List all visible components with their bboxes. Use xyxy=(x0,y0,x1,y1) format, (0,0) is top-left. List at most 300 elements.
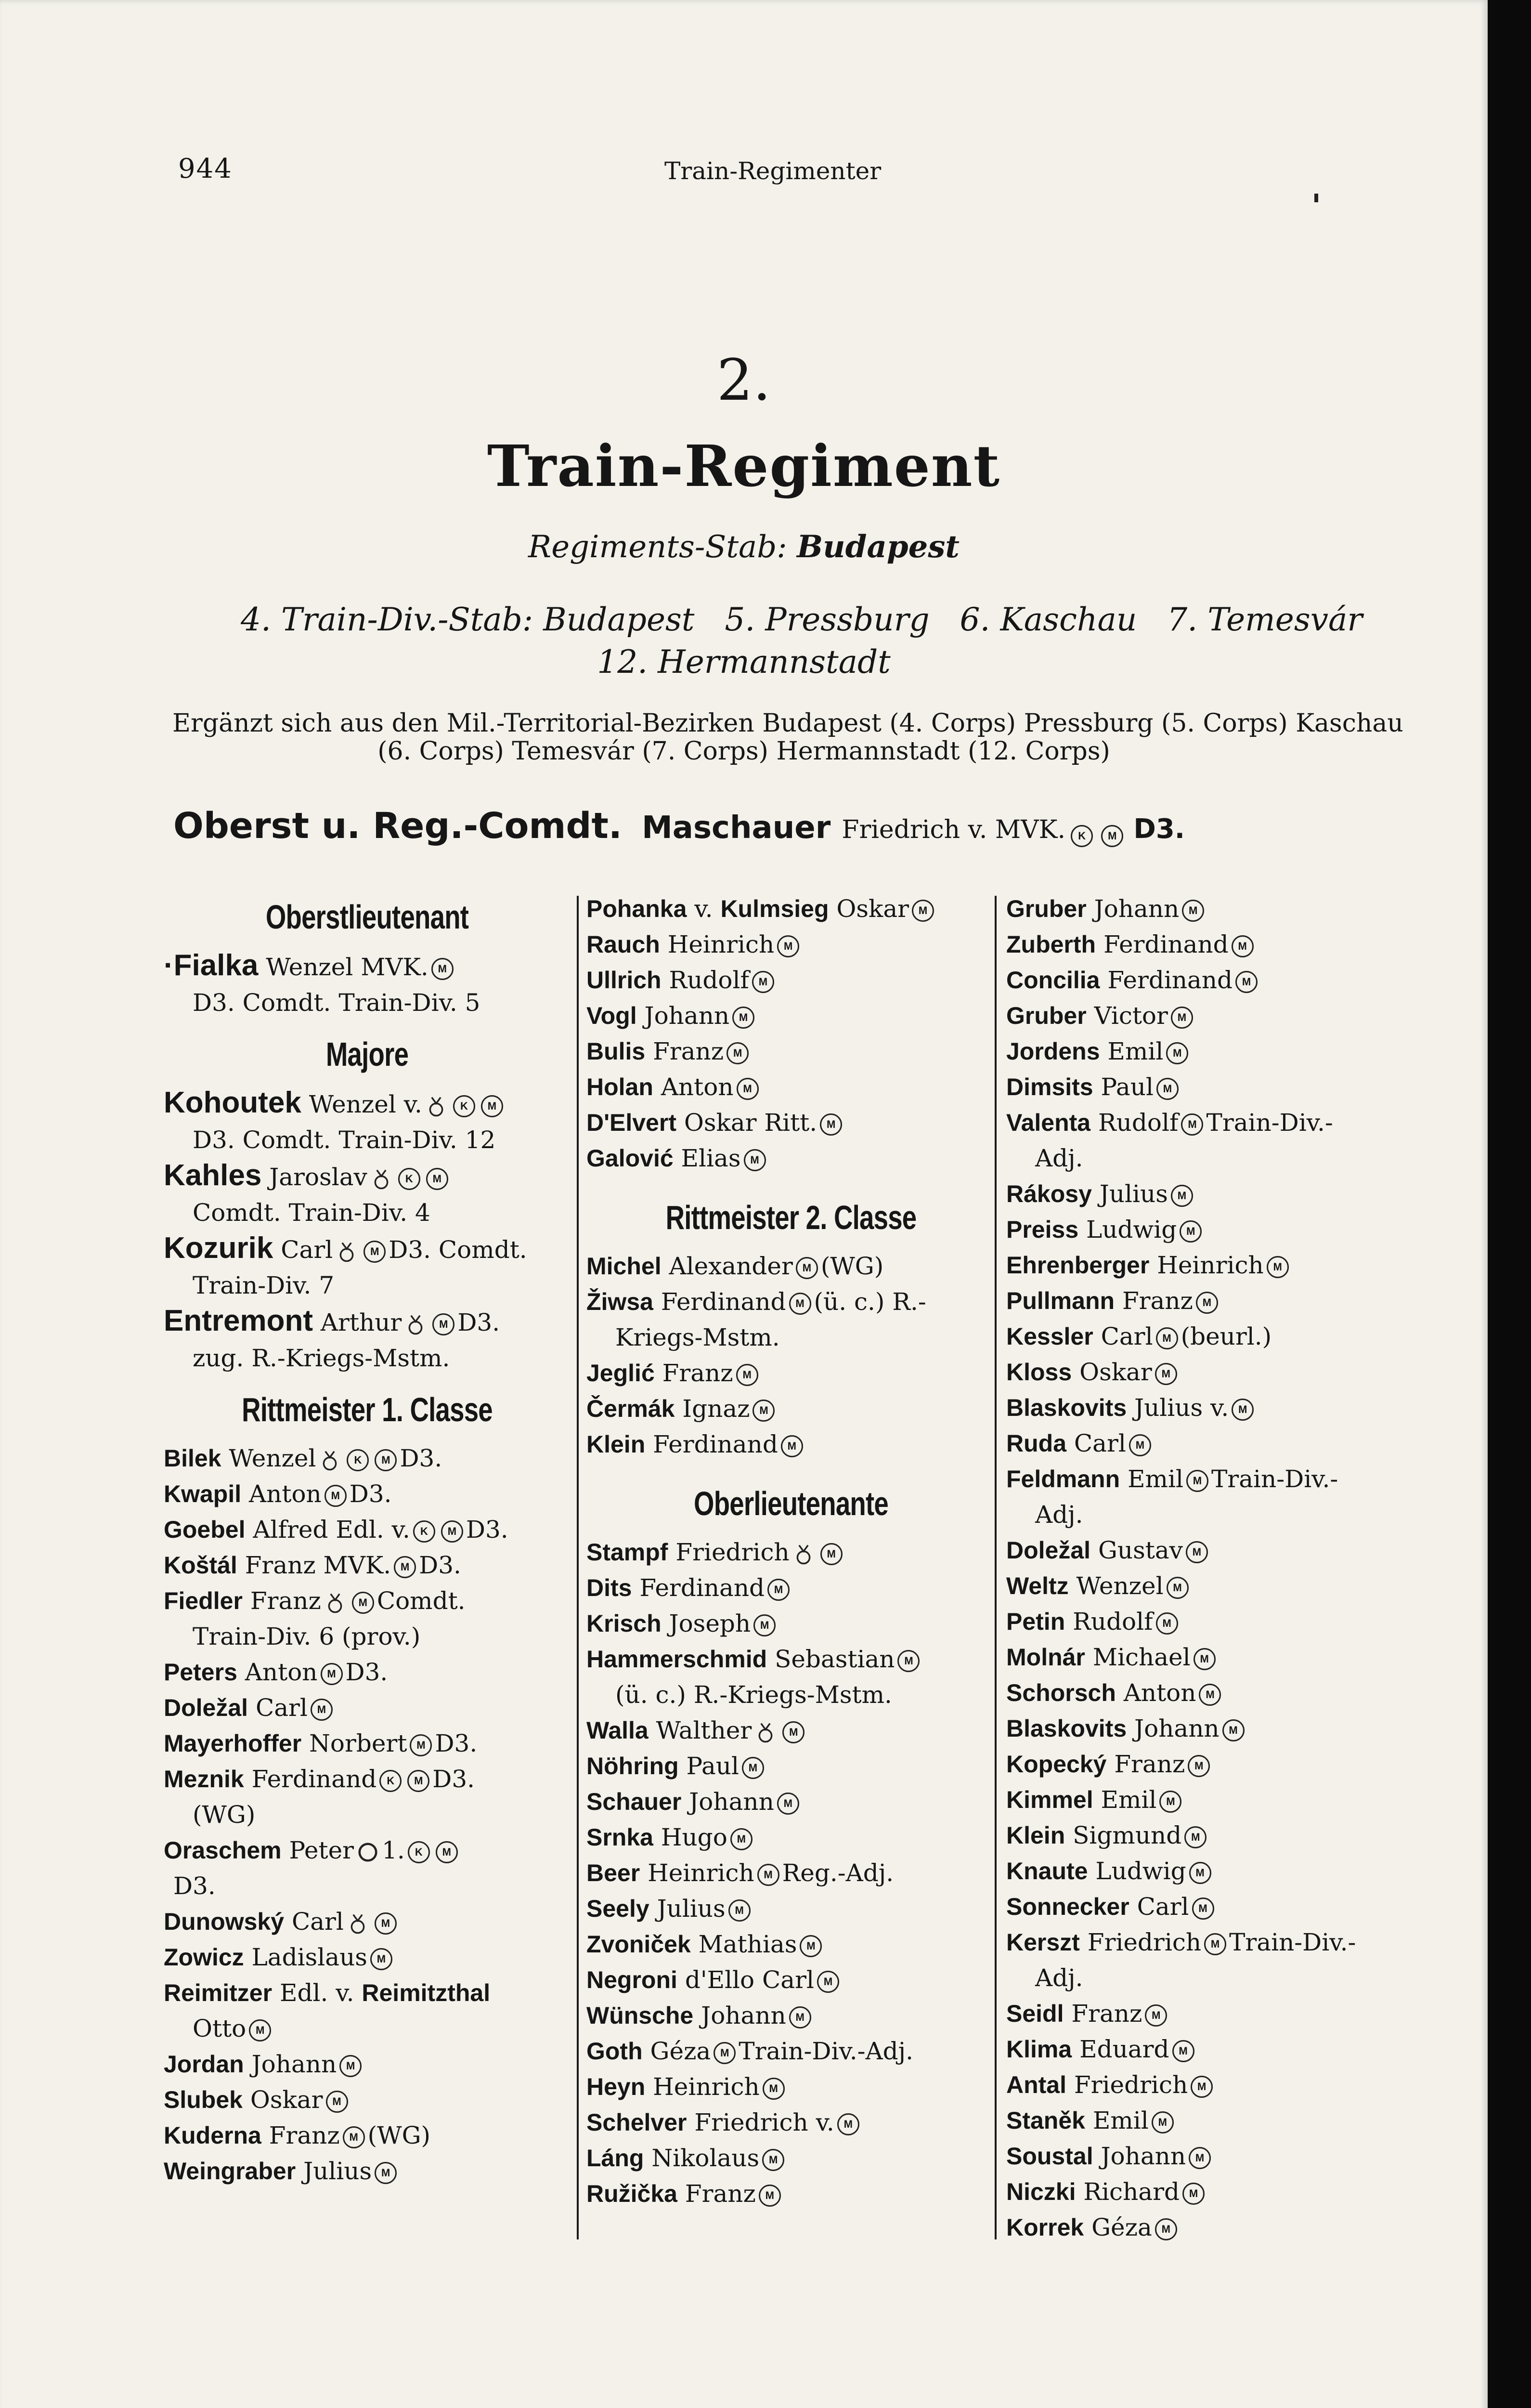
entry xyxy=(164,1726,571,1761)
entry-continuation: Adj. xyxy=(1035,1144,1083,1172)
column-3 xyxy=(1006,891,1420,2245)
entry-name: Kerszt xyxy=(1006,1929,1080,1956)
entry-rest: Elias xyxy=(681,1144,741,1172)
entry xyxy=(586,1105,996,1140)
entry-rest: Carl xyxy=(255,1694,308,1722)
entry xyxy=(586,1891,996,1926)
entry-rest: Jaroslav xyxy=(269,1163,367,1191)
m-badge-icon: M xyxy=(912,900,934,922)
entry-continuation: Train-Div. 7 xyxy=(193,1271,335,1299)
entry-name: Láng xyxy=(586,2145,644,2172)
entry-name: Michel xyxy=(586,1253,662,1280)
entry xyxy=(1006,2210,1420,2245)
entry-rest: Rudolf xyxy=(1073,1608,1153,1636)
m-badge-icon: M xyxy=(759,2185,781,2207)
entry xyxy=(1006,1675,1420,1711)
entry-rest: Emil xyxy=(1107,1037,1164,1065)
m-badge-icon: M xyxy=(343,2126,365,2148)
order-cross-icon xyxy=(404,1313,427,1335)
order-cross-icon xyxy=(370,1168,392,1190)
entry-name: ·Fialka xyxy=(164,949,259,982)
order-cross-icon xyxy=(324,1592,346,1614)
m-badge-icon: M xyxy=(1188,1755,1210,1777)
m-badge-icon: M xyxy=(762,2149,784,2171)
entry xyxy=(1006,998,1420,1034)
entry-name: Vogl xyxy=(586,1002,637,1029)
entry xyxy=(1006,1782,1420,1818)
entry-rest: Ludwig xyxy=(1086,1216,1177,1243)
m-badge-icon: M xyxy=(777,935,799,957)
entry-name: Blaskovits xyxy=(1006,1394,1127,1421)
entry xyxy=(586,998,996,1034)
entry-rest: Heinrich xyxy=(667,930,775,958)
entry-name: Doležal xyxy=(1006,1537,1091,1564)
entry-rest: Rudolf xyxy=(1098,1109,1179,1137)
column-2 xyxy=(586,891,996,2212)
entry-rest: Paul xyxy=(686,1752,739,1780)
entry-name: Galović xyxy=(586,1145,674,1172)
m-badge-icon: M xyxy=(441,1520,463,1543)
entry-rest: d'Ello Carl xyxy=(685,1966,815,1994)
entry xyxy=(1006,1568,1420,1604)
entry-rest: Carl xyxy=(1137,1893,1189,1921)
entry xyxy=(586,1248,996,1284)
entry-rest: Ferdinand xyxy=(661,1288,786,1316)
oberst-detail: Friedrich v. MVK. xyxy=(842,815,1066,844)
entry-rest: Anton xyxy=(245,1658,318,1686)
entry xyxy=(164,2046,571,2082)
m-badge-icon: M xyxy=(730,1828,753,1850)
entry xyxy=(1006,1711,1420,1746)
entry-continuation-text: Otto xyxy=(193,2015,247,2042)
entry-name: Jeglić xyxy=(586,1360,655,1387)
entry-name: Holan xyxy=(586,1073,653,1100)
entry xyxy=(1006,891,1420,927)
m-badge-icon: M xyxy=(1182,2183,1205,2205)
entry-name: Soustal xyxy=(1006,2143,1093,2170)
m-badge-icon: M xyxy=(311,1699,333,1721)
entry-rest: Wenzel MVK. xyxy=(266,953,428,981)
entry-rest: Walther xyxy=(656,1716,752,1744)
entry-rest: Wenzel xyxy=(229,1444,316,1472)
entry xyxy=(586,1426,996,1462)
stab-label: Regiments-Stab: xyxy=(528,529,787,565)
m-badge-icon: M xyxy=(777,1793,799,1815)
entry-rest: Mathias xyxy=(698,1930,797,1958)
m-badge-icon: M xyxy=(1204,1933,1226,1955)
entry-name: Knaute xyxy=(1006,1858,1088,1885)
entry-name: D'Elvert xyxy=(586,1109,676,1136)
m-badge-icon: M xyxy=(432,1313,454,1335)
entry xyxy=(164,2082,571,2118)
entry-name: Schelver xyxy=(586,2109,687,2136)
entry xyxy=(586,1784,996,1819)
ergaenzt-line-1: Ergänzt sich aus den Mil.-Territorial-Bezirken Budapest (4. Corps) Pressburg (5. Corps) Kaschau xyxy=(172,709,1403,738)
entry xyxy=(586,891,996,927)
entry xyxy=(586,1713,996,1748)
entry-tail: (ü. c.) R.- xyxy=(814,1288,926,1316)
entry-rest: Ladislaus xyxy=(251,1943,367,1971)
m-badge-icon: M xyxy=(375,1449,397,1471)
entry xyxy=(586,1034,996,1069)
entry-rest: Friedrich xyxy=(1087,1928,1202,1956)
entry-name: Slubek xyxy=(164,2086,243,2113)
entry xyxy=(1006,1604,1420,1639)
k-badge-icon: K xyxy=(453,1095,475,1117)
m-badge-icon: M xyxy=(732,1007,754,1029)
m-badge-icon: M xyxy=(727,1042,749,1064)
m-badge-icon: M xyxy=(742,1757,764,1779)
entry-tail: D3. xyxy=(466,1516,508,1544)
entry xyxy=(1006,1354,1420,1390)
entry-rest: Alexander xyxy=(669,1252,793,1280)
m-badge-icon: M xyxy=(897,1650,920,1672)
entry-rest: Edl. v. xyxy=(279,1979,354,2007)
m-badge-icon: M xyxy=(394,1556,416,1578)
entry xyxy=(586,1998,996,2033)
entry-name: Beer xyxy=(586,1859,640,1886)
m-badge-icon: M xyxy=(782,1721,804,1743)
entry-name: Wünsche xyxy=(586,2002,694,2029)
entry-rest: Julius xyxy=(303,2157,372,2185)
entry-continuation: Comdt. Train-Div. 4 xyxy=(193,1199,430,1227)
entry-rest: Anton xyxy=(661,1073,734,1101)
m-badge-icon: M xyxy=(744,1149,766,1171)
entry-name: Kohoutek xyxy=(164,1086,301,1119)
entry-name: Staněk xyxy=(1006,2107,1085,2134)
entry xyxy=(586,1606,996,1641)
entry-rest: Franz xyxy=(653,1037,724,1065)
order-cross-icon xyxy=(336,1241,358,1263)
entry-name: Ruda xyxy=(1006,1430,1066,1457)
entry xyxy=(1006,1034,1420,1069)
m-badge-icon: M xyxy=(1171,1185,1193,1207)
m-badge-icon: M xyxy=(781,1435,803,1457)
m-badge-icon: M xyxy=(1232,1399,1254,1421)
entry-rest: Johann xyxy=(1101,2142,1186,2170)
entry xyxy=(586,1748,996,1784)
entry-rest: Géza xyxy=(650,2037,711,2065)
entry xyxy=(586,1570,996,1606)
entry-name: Zuberth xyxy=(1006,931,1096,958)
entry xyxy=(586,1534,996,1570)
entry-rest: Anton xyxy=(1123,1679,1196,1707)
entry-tail: Train-Div.- xyxy=(1211,1465,1338,1493)
entry-name: Kimmel xyxy=(1006,1786,1093,1813)
m-badge-icon: M xyxy=(763,2078,785,2100)
entry xyxy=(586,1926,996,1962)
entry-continuation: Train-Div. 6 (prov.) xyxy=(193,1623,421,1650)
section-heading-majore: Majore xyxy=(325,1035,409,1073)
entry-continuation: (ü. c.) R.-Kriegs-Mstm. xyxy=(615,1681,892,1709)
entry-name: Žiwsa xyxy=(586,1288,653,1315)
entry xyxy=(586,2176,996,2212)
m-badge-icon: M xyxy=(1145,2004,1167,2027)
entry-rest: Ferdinand xyxy=(639,1574,765,1602)
oberst-name: Maschauer xyxy=(642,810,831,846)
m-badge-icon: M xyxy=(363,1241,386,1263)
entry xyxy=(586,1391,996,1426)
entry-tail: D3. xyxy=(457,1309,500,1336)
entry-name: Ružička xyxy=(586,2180,677,2207)
entry-name: Heyn xyxy=(586,2073,646,2100)
entry-name: Niczki xyxy=(1006,2178,1076,2205)
entry xyxy=(164,1230,571,1268)
entry xyxy=(164,2118,571,2153)
entry-name: Gruber xyxy=(1006,895,1087,922)
m-badge-icon: M xyxy=(817,1971,839,1993)
entry-name: Krisch xyxy=(586,1610,662,1637)
entry xyxy=(586,1140,996,1176)
entry xyxy=(164,1975,571,2011)
m-badge-icon: M xyxy=(1191,2076,1213,2098)
oberst-d3: D3. xyxy=(1133,813,1185,845)
m-badge-icon: M xyxy=(800,1935,822,1957)
m-badge-icon: M xyxy=(339,2055,362,2077)
m-badge-icon: M xyxy=(757,1864,779,1886)
entry-name: Klima xyxy=(1006,2036,1072,2063)
entry xyxy=(164,1158,571,1195)
entry xyxy=(164,1832,571,1868)
entry-rest: Hugo xyxy=(661,1823,727,1851)
m-badge-icon: M xyxy=(1155,1363,1177,1385)
entry-name: Bilek xyxy=(164,1445,221,1472)
k-badge-icon: K xyxy=(408,1841,430,1863)
entry xyxy=(586,2069,996,2105)
m-badge-icon: M xyxy=(752,971,774,993)
m-badge-icon: M xyxy=(1180,1220,1202,1243)
entry xyxy=(164,1939,571,1975)
entry-rest: Johann xyxy=(701,2002,786,2029)
entry xyxy=(164,2153,571,2189)
m-badge-icon: M xyxy=(375,2162,397,2184)
m-badge-icon: M xyxy=(1155,2218,1177,2240)
regiment-number: 2. xyxy=(716,347,771,413)
entry-name: Meznik xyxy=(164,1766,244,1793)
entry xyxy=(1006,1105,1420,1140)
m-badge-icon: M xyxy=(820,1113,842,1136)
entry-rest: Ignaz xyxy=(682,1395,750,1423)
entry-rest: Rudolf xyxy=(669,966,749,994)
entry xyxy=(586,2033,996,2069)
m-badge-icon: M xyxy=(1101,825,1123,847)
entry-tail: 1. xyxy=(382,1836,405,1864)
entry-name: Korrek xyxy=(1006,2214,1084,2241)
entry-name: Seely xyxy=(586,1895,649,1922)
stab-city: Budapest xyxy=(797,529,960,565)
entry xyxy=(586,927,996,962)
entry-rest: Friedrich v. xyxy=(694,2108,834,2136)
m-badge-icon: M xyxy=(1182,900,1204,922)
m-badge-icon: M xyxy=(796,1257,818,1279)
entry-name: Sonnecker xyxy=(1006,1893,1129,1920)
entry-rest: Franz xyxy=(250,1587,321,1615)
column-divider xyxy=(577,896,579,2239)
ergaenzt-line-2: (6. Corps) Temesvár (7. Corps) Hermannstadt (12. Corps) xyxy=(377,737,1110,766)
entry-name: Klein xyxy=(1006,1822,1065,1849)
k-badge-icon: K xyxy=(413,1520,435,1543)
divisions-line-1: 4. Train-Div.-Stab: Budapest 5. Pressburg 6. Kaschau 7. Temesvár xyxy=(241,601,1362,638)
entry-name: Kuderna xyxy=(164,2122,261,2149)
entry-name: Srnka xyxy=(586,1824,653,1851)
entry-rest: Heinrich xyxy=(653,2073,760,2101)
m-badge-icon: M xyxy=(1222,1719,1245,1741)
m-badge-icon: M xyxy=(436,1841,458,1863)
entry xyxy=(164,1761,571,1797)
entry-name: Klein xyxy=(586,1431,646,1458)
entry-continuation: Adj. xyxy=(1035,1501,1083,1529)
entry xyxy=(586,1962,996,1998)
entry-name: Goebel xyxy=(164,1516,246,1543)
m-badge-icon: M xyxy=(753,1400,775,1422)
section-heading-oberlieutenante: Oberlieutenante xyxy=(694,1485,888,1522)
entry xyxy=(164,1476,571,1512)
k-badge-icon: K xyxy=(1071,825,1093,847)
entry-name: Dimsits xyxy=(1006,1073,1093,1100)
m-badge-icon: M xyxy=(326,2091,348,2113)
entry-rest: Arthur xyxy=(320,1309,402,1336)
entry-rest: Wenzel v. xyxy=(309,1090,422,1118)
entry xyxy=(164,1690,571,1726)
section-heading-rittmeister-2: Rittmeister 2. Classe xyxy=(665,1199,917,1236)
entry xyxy=(164,1303,571,1340)
m-badge-icon: M xyxy=(1232,935,1254,957)
entry-name: Entremont xyxy=(164,1304,313,1337)
m-badge-icon: M xyxy=(431,958,454,980)
entry xyxy=(1006,1853,1420,1889)
entry xyxy=(164,1440,571,1476)
m-badge-icon: M xyxy=(1181,1113,1203,1136)
column-1 xyxy=(164,891,571,2189)
entry-tail: D3. xyxy=(419,1551,461,1579)
m-badge-icon: M xyxy=(1186,1470,1208,1492)
entry-rest: Franz xyxy=(1122,1287,1193,1315)
entry xyxy=(164,1085,571,1122)
entry-name: Rauch xyxy=(586,931,660,958)
entry-rest: Ludwig xyxy=(1095,1857,1186,1885)
entry-name: Hammerschmid xyxy=(586,1646,767,1673)
m-badge-icon: M xyxy=(481,1095,503,1117)
m-badge-icon: M xyxy=(1159,1791,1181,1813)
entry-tail: D3. xyxy=(345,1658,388,1686)
entry xyxy=(1006,2174,1420,2210)
entry-name: Reimitzer xyxy=(164,1979,272,2006)
entry-rest: Norbert xyxy=(309,1729,407,1757)
m-badge-icon: M xyxy=(789,1293,811,1315)
entry-tail: D3. xyxy=(435,1729,478,1757)
entry-name: Dits xyxy=(586,1574,632,1601)
entry-name: Pohanka xyxy=(586,895,687,922)
entry xyxy=(1006,1069,1420,1105)
entry-name: Gruber xyxy=(1006,1002,1087,1029)
entry xyxy=(586,1855,996,1891)
entry-tail: Train-Div.-Adj. xyxy=(739,2037,914,2065)
entry-continuation: D3. Comdt. Train-Div. 5 xyxy=(193,989,480,1017)
m-badge-icon: M xyxy=(1129,1434,1151,1456)
running-title: Train-Regimenter xyxy=(664,157,882,185)
entry-rest: Victor xyxy=(1094,1002,1168,1030)
ink-mark xyxy=(1314,194,1318,202)
entry-rest: Emil xyxy=(1128,1465,1183,1493)
order-cross-icon xyxy=(347,1912,369,1935)
entry-name: Mayerhoffer xyxy=(164,1730,302,1757)
entry xyxy=(1006,1889,1420,1924)
entry-name: Kwapil xyxy=(164,1480,242,1507)
entry-continuation: Adj. xyxy=(1035,1964,1083,1992)
m-badge-icon: M xyxy=(1156,1612,1178,1635)
entry xyxy=(1006,1461,1420,1497)
m-badge-icon: M xyxy=(370,1948,392,1970)
entry xyxy=(586,2105,996,2140)
oberst-line xyxy=(173,805,1185,847)
entry xyxy=(1006,1532,1420,1568)
entry xyxy=(586,1069,996,1105)
entry-name: Jordens xyxy=(1006,1038,1100,1065)
m-badge-icon: M xyxy=(410,1734,432,1756)
entry-name: Negroni xyxy=(586,1966,677,1993)
entry-tail: Comdt. xyxy=(376,1587,466,1615)
entry xyxy=(164,948,571,985)
entry-rest: Heinrich xyxy=(1157,1251,1264,1279)
entry-name: Seidl xyxy=(1006,2000,1064,2027)
entry-tail: D3. xyxy=(432,1765,475,1793)
m-badge-icon: M xyxy=(737,1078,759,1100)
m-badge-icon: M xyxy=(1171,1007,1193,1029)
entry-rest: Julius xyxy=(1099,1180,1168,1208)
m-badge-icon: M xyxy=(1186,1541,1208,1563)
entry-rest: Julius v. xyxy=(1134,1394,1229,1422)
entry-rest: Michael xyxy=(1092,1643,1191,1671)
m-badge-icon: M xyxy=(1267,1256,1289,1278)
entry-rest: Johann xyxy=(689,1788,774,1816)
entry xyxy=(586,1641,996,1677)
entry-name: Rákosy xyxy=(1006,1180,1092,1207)
m-badge-icon: M xyxy=(1167,1577,1189,1599)
entry-rest: Carl xyxy=(1101,1322,1153,1350)
entry-name: Goth xyxy=(586,2038,643,2065)
entry-tail: D3. Comdt. xyxy=(389,1236,527,1264)
entry-continuation xyxy=(164,2011,571,2046)
entry-name: Dunowský xyxy=(164,1908,285,1935)
m-badge-icon: M xyxy=(1172,2040,1194,2062)
m-badge-icon: M xyxy=(321,1663,343,1685)
m-badge-icon: M xyxy=(426,1168,448,1190)
entry xyxy=(1006,1996,1420,2031)
entry xyxy=(1006,927,1420,962)
entry xyxy=(1006,2031,1420,2067)
entry-tail: (beurl.) xyxy=(1181,1322,1272,1350)
m-badge-icon: M xyxy=(249,2019,271,2042)
entry-tail: Train-Div.- xyxy=(1206,1109,1333,1137)
entry-continuation: zug. R.-Kriegs-Mstm. xyxy=(193,1344,450,1372)
m-badge-icon: M xyxy=(837,2113,859,2135)
entry-continuation: D3. Comdt. Train-Div. 12 xyxy=(193,1126,496,1154)
entry-rest: Emil xyxy=(1092,2107,1149,2134)
entry-rest: Géza xyxy=(1091,2213,1152,2241)
m-badge-icon: M xyxy=(352,1592,374,1614)
entry xyxy=(1006,2103,1420,2138)
entry-rest: Ferdinand xyxy=(1107,966,1233,994)
entry-name: Valenta xyxy=(1006,1109,1091,1136)
m-badge-icon: M xyxy=(1156,1078,1179,1100)
entry xyxy=(586,1355,996,1391)
entry-tail: Reg.-Adj. xyxy=(782,1859,894,1887)
page-number: 944 xyxy=(178,153,233,184)
entry-name: Weltz xyxy=(1006,1572,1069,1599)
m-badge-icon: M xyxy=(1184,1826,1207,1848)
m-badge-icon: M xyxy=(1166,1042,1188,1064)
entry-name-2: Reimitzthal xyxy=(362,1979,491,2006)
